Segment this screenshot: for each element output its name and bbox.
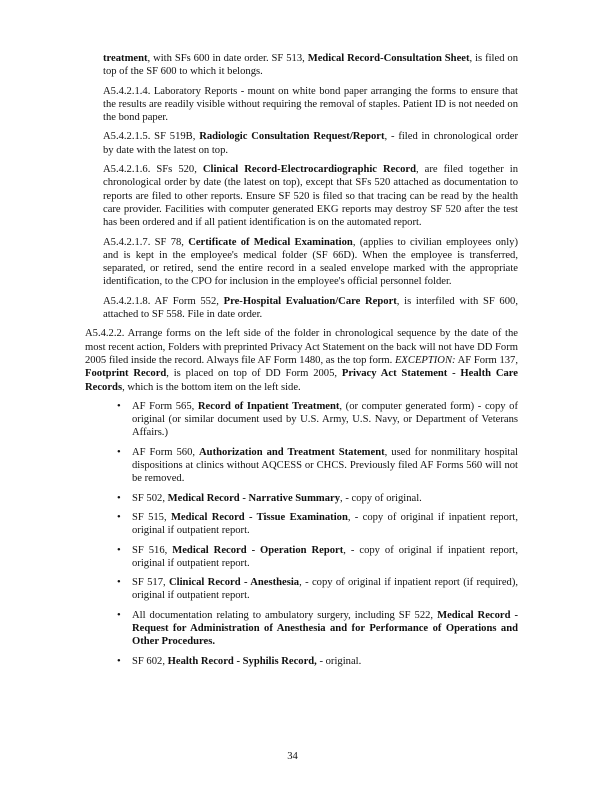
- text-segment: , are filed together in chronological order by date (the latest on top), except that SFs 520 attached as documentation to reports are filed to other reports. Ensure SF 520 is filed so that tracing can be read by the health care provider. Facilities with computer generated EKG reports may destroy SF 520 after the test has been ordered and if all patient identification is on the automated report.: [103, 164, 518, 229]
- bullet-item-sf-502: [115, 492, 518, 505]
- text-segment: Authorization and Treatment Statement: [199, 446, 385, 458]
- bullet-icon: •: [117, 492, 121, 504]
- page-number: 34: [287, 751, 298, 762]
- text-segment: Footprint Record: [85, 368, 167, 380]
- text-segment: Privacy Act Statement - Health Care Records: [85, 368, 518, 393]
- text-segment: AF Form 560,: [132, 446, 200, 458]
- bullet-item-sf-515: [115, 511, 518, 538]
- text-segment: A5.4.2.1.4. Laboratory Reports - mount on white bond paper arranging the forms to ensure that the results are readily visible without requiring the removal of staples. Patient ID is not needed on the bond paper.: [103, 85, 518, 124]
- bullet-item-af-form-565: [115, 400, 518, 440]
- text-segment: AF Form 137,: [455, 354, 518, 366]
- paragraph-treatment-continuation: [103, 52, 518, 79]
- text-segment: Clinical Record - Anesthesia: [169, 577, 300, 589]
- text-segment: A5.4.2.1.8. AF Form 552,: [103, 295, 224, 307]
- paragraph-A5.4.2.1.8: [103, 295, 518, 322]
- paragraph-A5.4.2.2: [85, 327, 518, 393]
- bullet-item-sf-602: [115, 655, 518, 668]
- paragraph-A5.4.2.1.5: [103, 130, 518, 157]
- text-segment: , - copy of original.: [340, 492, 422, 504]
- text-segment: Medical Record-Consultation Sheet: [307, 53, 470, 64]
- paragraph-A5.4.2.1.4: [103, 85, 518, 125]
- text-segment: All documentation relating to ambulatory surgery, including SF 522,: [132, 609, 438, 621]
- bullet-icon: •: [117, 577, 121, 589]
- text-segment: , (or computer generated form) - copy of original (or similar document used by U.S. Army, U.S. Navy, or Department of Veterans Affairs.): [132, 400, 518, 439]
- text-segment: EXCEPTION:: [394, 354, 456, 366]
- text-segment: AF Form 565,: [132, 400, 198, 412]
- text-segment: , used for nonmilitary hospital dispositions at clinics without AQCESS or CHCS. Previously filed AF Forms 560 will not be removed.: [132, 446, 518, 485]
- bullet-icon: •: [117, 511, 121, 523]
- text-segment: , is placed on top of DD Form 2005,: [166, 368, 342, 380]
- bullet-icon: •: [117, 400, 121, 412]
- bullet-icon: •: [117, 446, 121, 458]
- text-segment: A5.4.2.1.7. SF 78,: [103, 236, 189, 248]
- paragraph-A5.4.2.1.7: [103, 236, 518, 289]
- text-segment: A5.4.2.1.5. SF 519B,: [103, 131, 200, 143]
- text-segment: - original.: [316, 655, 362, 667]
- bullet-item-sf-517: [115, 576, 518, 603]
- text-segment: , (applies to civilian employees only) and is kept in the employee's medical folder (SF 66D). When the employee is transferred, separated, or retired, send the entire record in a sealed envelope marked with the appropriate identification, to the CPO for inclusion in the employee's official personnel folder.: [103, 236, 518, 288]
- text-segment: Pre-Hospital Evaluation/Care Report: [223, 295, 397, 307]
- text-segment: SF 515,: [132, 511, 171, 523]
- bullet-item-sf-522-ambulatory-surgery: [115, 609, 518, 649]
- bullet-item-sf-516: [115, 544, 518, 571]
- text-segment: , - copy of original if inpatient report, original if outpatient report.: [132, 511, 518, 537]
- text-segment: Medical Record - Request for Administration of Anesthesia and for Performance of Operations and Other Procedures.: [132, 609, 518, 648]
- document-body: [85, 52, 518, 674]
- bullet-icon: •: [117, 609, 121, 621]
- text-segment: Medical Record - Operation Report: [172, 544, 344, 556]
- text-segment: A5.4.2.2. Arrange forms on the left side of the folder in chronological sequence by the date of the most recent action, Folders with preprinted Privacy Act Statement on the back will not have DD Form 2005 filed inside the record. Always file AF Form 1480, as the top form.: [85, 328, 518, 366]
- text-segment: , with SFs 600 in date order. SF 513,: [147, 53, 308, 64]
- text-segment: Medical Record - Tissue Examination: [170, 511, 348, 523]
- bullet-item-af-form-560: [115, 446, 518, 486]
- text-segment: , - copy of original if inpatient report, original if outpatient report.: [132, 544, 518, 569]
- bullet-icon: •: [117, 655, 121, 667]
- bullet-icon: •: [117, 544, 121, 556]
- text-segment: , is filed on top of the SF 600 to which it belongs.: [103, 53, 518, 78]
- text-segment: SF 602,: [132, 655, 168, 667]
- text-segment: Certificate of Medical Examination: [188, 236, 353, 248]
- text-segment: A5.4.2.1.6. SFs 520,: [103, 164, 203, 176]
- paragraph-A5.4.2.1.6: [103, 163, 518, 229]
- text-segment: , - copy of original if inpatient report (if required), original if outpatient report.: [132, 577, 519, 602]
- text-segment: SF 517,: [132, 577, 170, 589]
- text-segment: SF 502,: [132, 492, 168, 504]
- text-segment: SF 516,: [132, 544, 173, 556]
- text-segment: Health Record - Syphilis Record,: [167, 655, 317, 667]
- text-segment: , which is the bottom item on the left side.: [122, 381, 301, 393]
- text-segment: Clinical Record-Electrocardiographic Record: [202, 164, 416, 176]
- text-segment: , - filed in chronological order by date with the latest on top.: [103, 131, 518, 156]
- text-segment: Record of Inpatient Treatment: [197, 400, 340, 412]
- text-segment: treatment: [103, 53, 148, 64]
- text-segment: , is interfiled with SF 600, attached to SF 558. File in date order.: [103, 295, 518, 321]
- text-segment: Radiologic Consultation Request/Report: [199, 131, 385, 143]
- text-segment: Medical Record - Narrative Summary: [167, 492, 341, 504]
